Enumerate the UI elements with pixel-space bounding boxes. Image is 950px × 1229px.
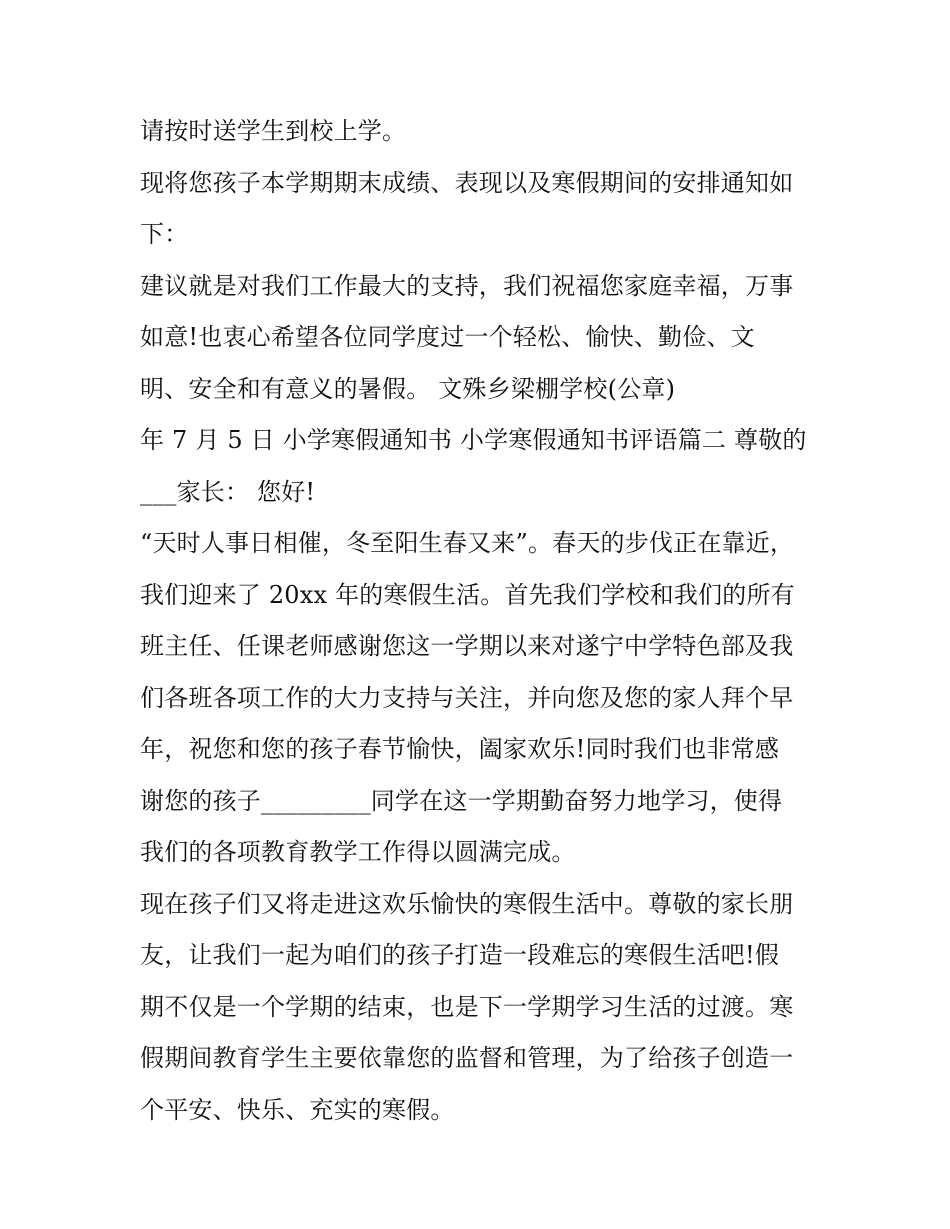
text-line: 假期间教育学生主要依靠您的监督和管理，为了给孩子创造一 (140, 1044, 794, 1072)
text-line: 建议就是对我们工作最大的支持，我们祝福您家庭幸福，万事 (140, 271, 794, 300)
text-line: 现在孩子们又将走进这欢乐愉快的寒假生活中。尊敬的家长朋 (140, 889, 794, 918)
text-line: 如意!也衷心希望各位同学度过一个轻松、愉快、勤俭、文 (140, 323, 755, 351)
text-line: “天时人事日相催，冬至阳生春又来”。春天的步伐正在靠近， (140, 529, 795, 557)
text-line: 们各班各项工作的大力支持与关注，并向您及您的家人拜个早 (140, 683, 794, 712)
text-line: 现将您孩子本学期期末成绩、表现以及寒假期间的安排通知如 (140, 168, 794, 197)
text-line: 请按时送学生到校上学。 (140, 117, 407, 145)
text-line: 下： (140, 220, 189, 248)
text-line: 年，祝您和您的孩子春节愉快，阖家欢乐!同时我们也非常感 (140, 735, 780, 763)
text-line: 年 7 月 5 日 小学寒假通知书 小学寒假通知书评语篇二 尊敬的 (140, 426, 807, 454)
text-line: 友，让我们一起为咱们的孩子打造一段难忘的寒假生活吧!假 (140, 941, 780, 969)
text-line: 个平安、快乐、充实的寒假。 (140, 1095, 455, 1124)
text-line: 班主任、任课老师感谢您这一学期以来对遂宁中学特色部及我 (140, 632, 794, 660)
text-line: ___家长： 您好! (140, 477, 316, 506)
text-line: 我们的各项教育教学工作得以圆满完成。 (140, 838, 576, 866)
text-line: 谢您的孩子_________同学在这一学期勤奋努力地学习，使得 (140, 786, 783, 815)
text-line: 期不仅是一个学期的结束，也是下一学期学习生活的过渡。寒 (140, 992, 794, 1021)
text-line: 明、安全和有意义的暑假。 文殊乡梁棚学校(公章) (140, 374, 676, 403)
text-line: 我们迎来了 20xx 年的寒假生活。首先我们学校和我们的所有 (140, 580, 795, 609)
document-body (140, 106, 830, 1136)
